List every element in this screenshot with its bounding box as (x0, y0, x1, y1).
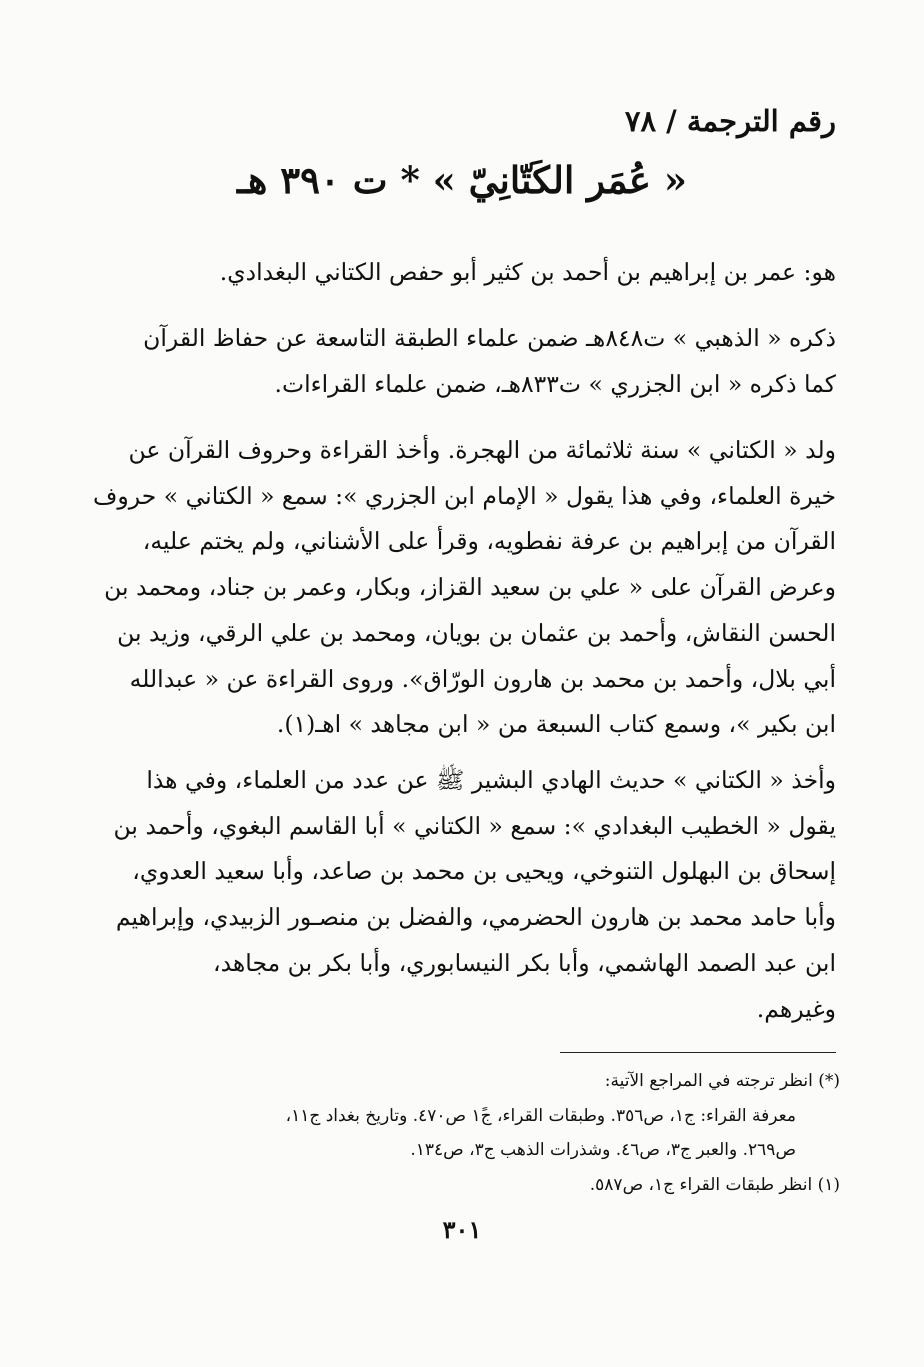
text-line: خيرة العلماء، وفي هذا يقول « الإمام ابن الجزري »: سمع « الكتاني » حروف (93, 481, 836, 510)
footnote-line: (١) انظر طبقات القراء ج١، ص٥٨٧. (589, 1174, 840, 1195)
paragraph-birth-and-reading (86, 428, 836, 748)
page-number: ٣٠١ (442, 1215, 482, 1244)
biography-number: رقم الترجمة / ٧٨ (624, 104, 836, 138)
paragraph-hadith (86, 758, 836, 1032)
footnote-separator (560, 1052, 836, 1053)
text-line: هو: عمر بن إبراهيم بن أحمد بن كثير أبو حفص الكتاني البغدادي. (219, 258, 836, 286)
text-line: ابن عبد الصمد الهاشمي، وأبا بكر النيسابوري، وأبا بكر بن مجاهد، (212, 948, 836, 977)
text-line: وعرض القرآن على « علي بن سعيد القزاز، وبكار، وعمر بن جناد، ومحمد بن (104, 573, 836, 602)
text-line: القرآن من إبراهيم بن عرفة نفطويه، وقرأ على الأشناني، ولم يختم عليه، (142, 527, 836, 556)
footnote-line: (*) انظر ترجته في المراجع الآتية: (604, 1071, 840, 1091)
text-line: ذكره « الذهبي » ت٨٤٨هـ ضمن علماء الطبقة التاسعة عن حفاظ القرآن (143, 324, 836, 352)
text-line: يقول « الخطيب البغدادي »: سمع « الكتاني » أبا القاسم البغوي، وأحمد بن (113, 811, 836, 840)
text-line: كما ذكره « ابن الجزري » ت٨٣٣هـ، ضمن علماء القراءات. (274, 369, 836, 398)
text-line: وأبا حامد محمد بن هارون الحضرمي، والفضل بن منصـور الزبيدي، وإبراهيم (115, 903, 836, 932)
text-line: ابن بكير »، وسمع كتاب السبعة من « ابن مجاهد » اهـ(١). (276, 710, 836, 739)
footnotes (80, 1064, 840, 1202)
paragraph-identity (86, 250, 836, 296)
biography-title: « عُمَر الكَتّانِيّ » * ت ٣٩٠ هـ (236, 158, 688, 202)
text-line: وغيرهم. (756, 994, 836, 1023)
text-line: إسحاق بن البهلول التنوخي، ويحيى بن محمد بن صاعد، وأبا سعيد العدوي، (132, 857, 836, 886)
text-line: أبي بلال، وأحمد بن محمد بن هارون الورّاق». وروى القراءة عن « عبدالله (129, 664, 836, 693)
footnote-line: معرفة القراء: ج١، ص٣٥٦. وطبقات القراء، ج١ً ص٤٧٠. وتاريخ بغداد ج١١، (285, 1105, 796, 1126)
text-line: وأخذ « الكتاني » حديث الهادي البشير ﷺ عن عدد من العلماء، وفي هذا (146, 766, 836, 794)
footnote-line: ص٢٦٩. والعبر ج٣، ص٤٦. وشذرات الذهب ج٣، ص١٣٤. (410, 1140, 796, 1160)
text-line: ولد « الكتاني » سنة ثلاثمائة من الهجرة. وأخذ القراءة وحروف القرآن عن (128, 436, 836, 464)
text-line: الحسن النقاش، وأحمد بن عثمان بن بويان، ومحمد بن علي الرقي، وزيد بن (117, 618, 836, 647)
paragraph-mentions (86, 316, 836, 407)
